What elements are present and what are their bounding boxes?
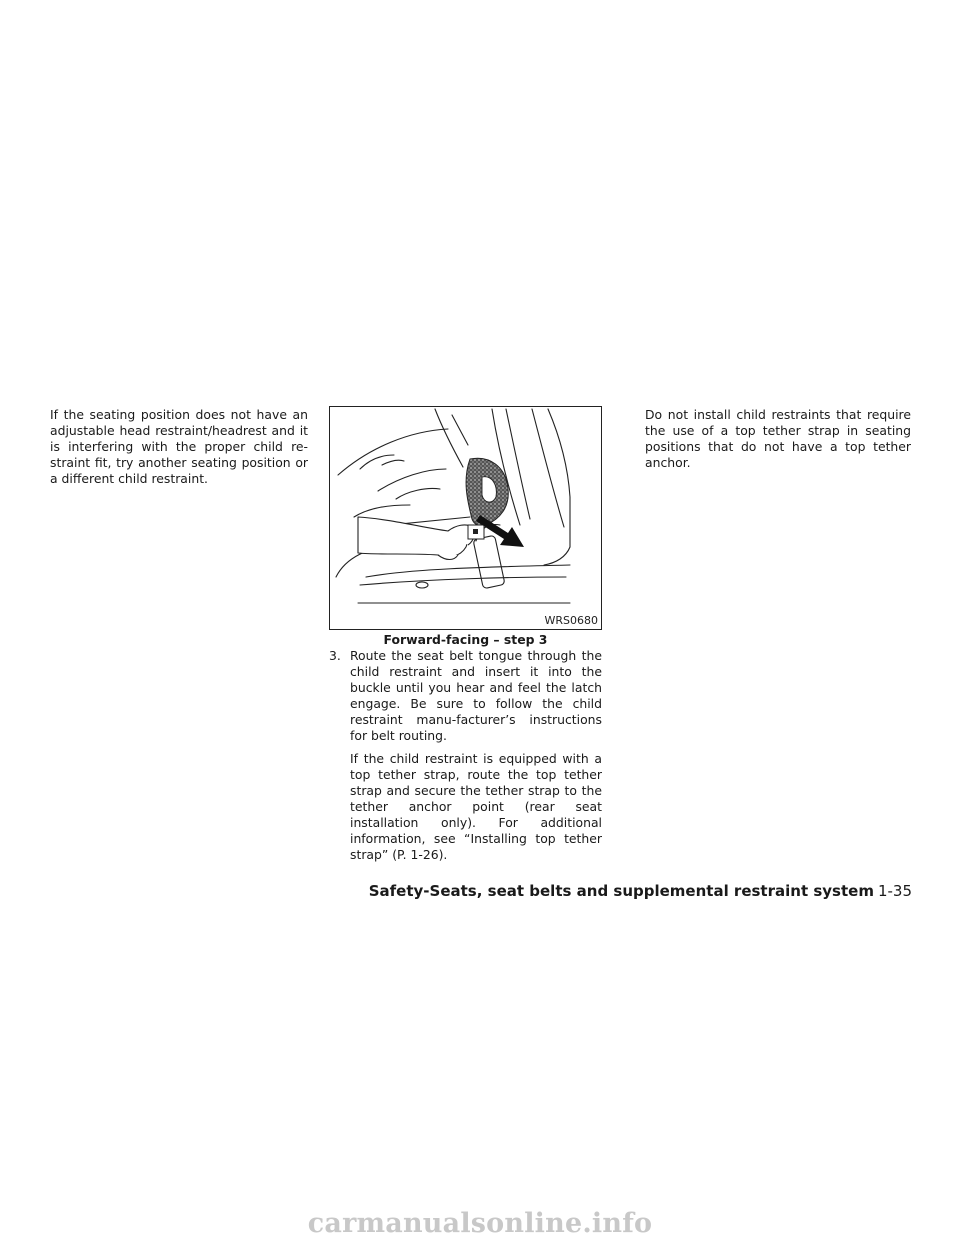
seat-belt-illustration xyxy=(330,407,602,630)
footer-section-title: Safety-Seats, seat belts and supplemental restraint system xyxy=(368,882,874,900)
watermark: carmanualsonline.info xyxy=(307,1208,653,1239)
step-number: 3. xyxy=(329,648,341,663)
left-column xyxy=(50,407,308,487)
figure-caption: Forward-facing – step 3 xyxy=(383,632,548,647)
step-text: Route the seat belt tongue through the child restraint and insert it into the buckle until you hear and feel the latch engage. Be sure to follow the child restraint manu-facturer’s instructions for belt routing. xyxy=(350,648,602,744)
page-number: 1-35 xyxy=(877,882,912,900)
page-footer xyxy=(369,882,912,900)
figure-frame xyxy=(329,406,602,630)
left-paragraph: If the seating position does not have an adjustable head restraint/headrest and it is interfering with the proper child re-straint fit, try another seating position or a different child restraint. xyxy=(50,407,308,487)
step-3 xyxy=(329,648,602,863)
right-paragraph: Do not install child restraints that require the use of a top tether strap in seating positions that do not have a top tether anchor. xyxy=(645,407,911,471)
step-additional-paragraph: If the child restraint is equipped with a top tether strap, route the top tether strap and secure the tether strap to the tether anchor point (rear seat installation only). For additional information, see “Installing top tether strap” (P. 1-26). xyxy=(350,750,602,863)
right-column xyxy=(645,407,911,471)
figure-code: WRS0680 xyxy=(544,614,598,627)
